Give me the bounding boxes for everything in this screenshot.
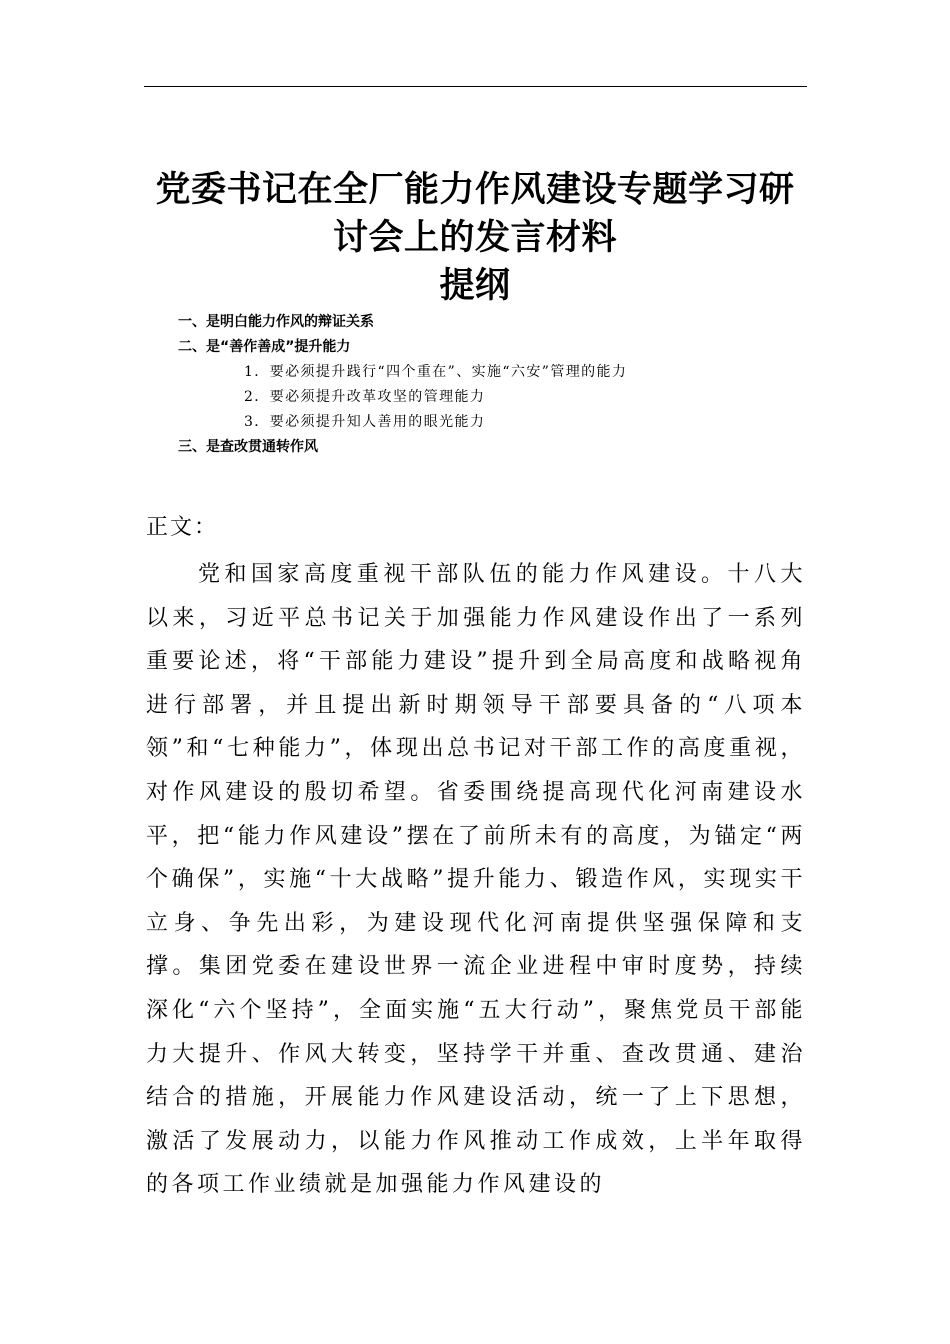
outline-subitem-3: 3．要必须提升知人善用的眼光能力 xyxy=(244,414,486,430)
title-line-3: 提纲 xyxy=(439,266,511,306)
body-paragraph: 党和国家高度重视干部队伍的能力作风建设。十八大以来，习近平总书记关于加强能力作风建设作出了一系列重要论述，将“干部能力建设”提升到全局高度和战略视角进行部署，并且提出新时期领导干部要具备的“八项本领”和“七种能力”，体现出总书记对干部工作的高度重视，对作风建设的殷切希望。省委围绕提高现代化河南建设水平，把“能力作风建设”摆在了前所未有的高度，为锚定“两个确保”，实施“十大战略”提升能力、锻造作风，实现实干立身、争先出彩，为建设现代化河南提供坚强保障和支撑。集团党委在建设世界一流企业进程中审时度势，持续深化“六个坚持”，全面实施“五大行动”，聚焦党员干部能力大提升、作风大转变，坚持学干并重、查改贯通、建治结合的措施，开展能力作风建设活动，统一了上下思想，激活了发展动力，以能力作风推动工作成效，上半年取得的各项工作业绩就是加强能力作风建设的 xyxy=(146,562,806,1198)
outline-item-3: 三、是查改贯通转作风 xyxy=(178,439,318,455)
title-line-1: 党委书记在全厂能力作风建设专题学习研 xyxy=(155,170,795,210)
outline-subitem-2: 2．要必须提升改革攻坚的管理能力 xyxy=(244,389,486,405)
outline-item-1: 一、是明白能力作风的辩证关系 xyxy=(178,314,374,330)
header-rule xyxy=(144,86,807,87)
outline-item-2: 二、是“善作善成”提升能力 xyxy=(178,339,351,355)
outline-subitem-1: 1．要必须提升践行“四个重在”、实施“六安”管理的能力 xyxy=(244,364,628,380)
document-title xyxy=(140,166,810,310)
title-line-2: 讨会上的发言材料 xyxy=(332,218,617,258)
body-label: 正文： xyxy=(146,515,219,540)
